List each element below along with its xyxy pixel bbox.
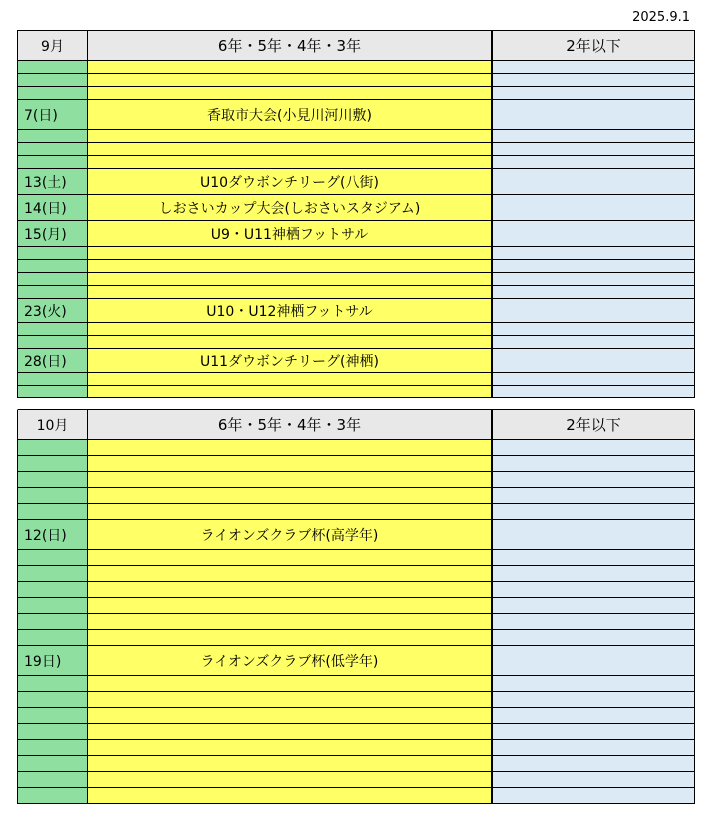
row-date: [18, 756, 88, 771]
row-sub-event: [492, 472, 695, 487]
row-sub-event: [492, 260, 695, 272]
row-event: [88, 676, 492, 691]
row-event: [88, 373, 492, 385]
row-event: [88, 156, 492, 168]
schedule-row: [18, 260, 695, 273]
row-event: [88, 488, 492, 503]
row-sub-event: [492, 299, 695, 322]
row-date: [18, 260, 88, 272]
row-event: [88, 130, 492, 142]
month-gap: [17, 398, 695, 410]
row-sub-event: [492, 646, 695, 675]
row-sub-event: [492, 100, 695, 129]
month-block: [18, 410, 695, 804]
row-date: [18, 724, 88, 739]
schedule-row: [18, 756, 695, 772]
row-sub-event: [492, 614, 695, 629]
row-event: [88, 87, 492, 99]
schedule-row: [18, 646, 695, 676]
row-date: [18, 456, 88, 471]
row-date: [18, 323, 88, 335]
schedule-row: [18, 273, 695, 286]
schedule-row: [18, 456, 695, 472]
month-block: [18, 31, 695, 398]
row-event: [88, 630, 492, 645]
row-date: [18, 740, 88, 755]
row-date: [18, 386, 88, 397]
row-date: 19日): [18, 646, 88, 675]
month-header-row: [18, 31, 695, 61]
row-date: [18, 373, 88, 385]
schedule-row: [18, 614, 695, 630]
schedule-row: [18, 724, 695, 740]
row-sub-event: [492, 87, 695, 99]
row-date: [18, 598, 88, 613]
schedule-row: [18, 349, 695, 373]
row-date: [18, 130, 88, 142]
schedule-row: [18, 520, 695, 550]
row-sub-event: [492, 221, 695, 246]
schedule-row: [18, 386, 695, 398]
row-date: [18, 550, 88, 565]
row-date: [18, 504, 88, 519]
row-event: [88, 440, 492, 455]
row-event: [88, 273, 492, 285]
schedule-row: [18, 504, 695, 520]
row-sub-event: [492, 676, 695, 691]
row-sub-event: [492, 550, 695, 565]
row-date: [18, 676, 88, 691]
row-event: [88, 598, 492, 613]
schedule-row: [18, 61, 695, 74]
row-date: 7(日): [18, 100, 88, 129]
row-event: [88, 788, 492, 803]
row-event: [88, 61, 492, 73]
schedule-row: [18, 676, 695, 692]
month-label: 10月: [18, 410, 88, 439]
schedule-row: [18, 221, 695, 247]
row-date: [18, 772, 88, 787]
row-sub-event: [492, 323, 695, 335]
schedule-row: [18, 143, 695, 156]
row-date: 13(土): [18, 169, 88, 194]
schedule-row: [18, 566, 695, 582]
row-sub-event: [492, 61, 695, 73]
schedule-row: [18, 286, 695, 299]
row-sub-event: [492, 440, 695, 455]
row-date: 12(日): [18, 520, 88, 549]
row-event: U11ダウボンチリーグ(神栖): [88, 349, 492, 372]
row-event: [88, 247, 492, 259]
row-date: [18, 566, 88, 581]
row-date: [18, 143, 88, 155]
row-event: 香取市大会(小見川河川敷): [88, 100, 492, 129]
schedule-row: [18, 772, 695, 788]
row-sub-event: [492, 772, 695, 787]
row-sub-event: [492, 373, 695, 385]
schedule-row: [18, 373, 695, 386]
row-event: [88, 614, 492, 629]
row-event: [88, 504, 492, 519]
row-sub-event: [492, 566, 695, 581]
schedule-row: [18, 708, 695, 724]
row-date: [18, 472, 88, 487]
schedule-row: [18, 169, 695, 195]
row-event: [88, 74, 492, 86]
row-sub-event: [492, 582, 695, 597]
schedule-row: [18, 247, 695, 260]
document-date: 2025.9.1: [632, 10, 690, 25]
schedule-table: [17, 30, 695, 804]
row-event: [88, 772, 492, 787]
row-event: U9・U11神栖フットサル: [88, 221, 492, 246]
row-sub-event: [492, 349, 695, 372]
schedule-row: [18, 440, 695, 456]
schedule-row: [18, 472, 695, 488]
row-event: しおさいカップ大会(しおさいスタジアム): [88, 195, 492, 220]
schedule-row: [18, 630, 695, 646]
schedule-row: [18, 692, 695, 708]
row-event: [88, 740, 492, 755]
schedule-row: [18, 582, 695, 598]
row-date: [18, 156, 88, 168]
row-sub-event: [492, 247, 695, 259]
row-event: ライオンズクラブ杯(高学年): [88, 520, 492, 549]
row-date: [18, 336, 88, 348]
row-date: [18, 247, 88, 259]
row-event: [88, 756, 492, 771]
grade-header: 6年・5年・4年・3年: [88, 410, 492, 439]
row-event: [88, 260, 492, 272]
schedule-row: [18, 788, 695, 804]
row-date: [18, 630, 88, 645]
row-event: [88, 708, 492, 723]
row-sub-event: [492, 169, 695, 194]
row-date: [18, 87, 88, 99]
row-event: ライオンズクラブ杯(低学年): [88, 646, 492, 675]
schedule-row: [18, 156, 695, 169]
row-event: [88, 386, 492, 397]
row-event: [88, 566, 492, 581]
row-sub-event: [492, 130, 695, 142]
row-sub-event: [492, 598, 695, 613]
sub-grade-header: 2年以下: [492, 410, 695, 439]
row-sub-event: [492, 336, 695, 348]
row-date: [18, 692, 88, 707]
row-date: [18, 614, 88, 629]
row-event: [88, 692, 492, 707]
row-date: [18, 440, 88, 455]
schedule-row: [18, 323, 695, 336]
row-event: [88, 550, 492, 565]
row-date: [18, 273, 88, 285]
row-sub-event: [492, 708, 695, 723]
row-event: [88, 456, 492, 471]
row-sub-event: [492, 456, 695, 471]
row-date: [18, 582, 88, 597]
row-sub-event: [492, 488, 695, 503]
row-sub-event: [492, 692, 695, 707]
row-sub-event: [492, 286, 695, 298]
row-sub-event: [492, 630, 695, 645]
row-sub-event: [492, 143, 695, 155]
row-date: [18, 708, 88, 723]
row-sub-event: [492, 504, 695, 519]
schedule-row: [18, 87, 695, 100]
row-event: [88, 143, 492, 155]
schedule-row: [18, 598, 695, 614]
row-sub-event: [492, 74, 695, 86]
row-event: [88, 472, 492, 487]
row-date: [18, 74, 88, 86]
schedule-row: [18, 336, 695, 349]
row-sub-event: [492, 724, 695, 739]
row-sub-event: [492, 273, 695, 285]
schedule-row: [18, 488, 695, 504]
schedule-row: [18, 74, 695, 87]
row-date: [18, 61, 88, 73]
grade-header: 6年・5年・4年・3年: [88, 31, 492, 60]
schedule-row: [18, 550, 695, 566]
row-event: [88, 582, 492, 597]
row-sub-event: [492, 195, 695, 220]
schedule-row: [18, 100, 695, 130]
sub-grade-header: 2年以下: [492, 31, 695, 60]
schedule-row: [18, 740, 695, 756]
row-event: U10ダウボンチリーグ(八街): [88, 169, 492, 194]
row-date: 23(火): [18, 299, 88, 322]
row-date: [18, 286, 88, 298]
row-date: [18, 488, 88, 503]
row-date: 15(月): [18, 221, 88, 246]
row-sub-event: [492, 756, 695, 771]
row-date: 28(日): [18, 349, 88, 372]
schedule-row: [18, 299, 695, 323]
row-event: [88, 323, 492, 335]
row-sub-event: [492, 156, 695, 168]
row-sub-event: [492, 386, 695, 397]
row-event: [88, 286, 492, 298]
row-sub-event: [492, 788, 695, 803]
row-date: [18, 788, 88, 803]
row-event: [88, 336, 492, 348]
schedule-row: [18, 195, 695, 221]
row-event: U10・U12神栖フットサル: [88, 299, 492, 322]
row-sub-event: [492, 520, 695, 549]
month-label: 9月: [18, 31, 88, 60]
month-header-row: [18, 410, 695, 440]
row-sub-event: [492, 740, 695, 755]
row-date: 14(日): [18, 195, 88, 220]
schedule-row: [18, 130, 695, 143]
row-event: [88, 724, 492, 739]
